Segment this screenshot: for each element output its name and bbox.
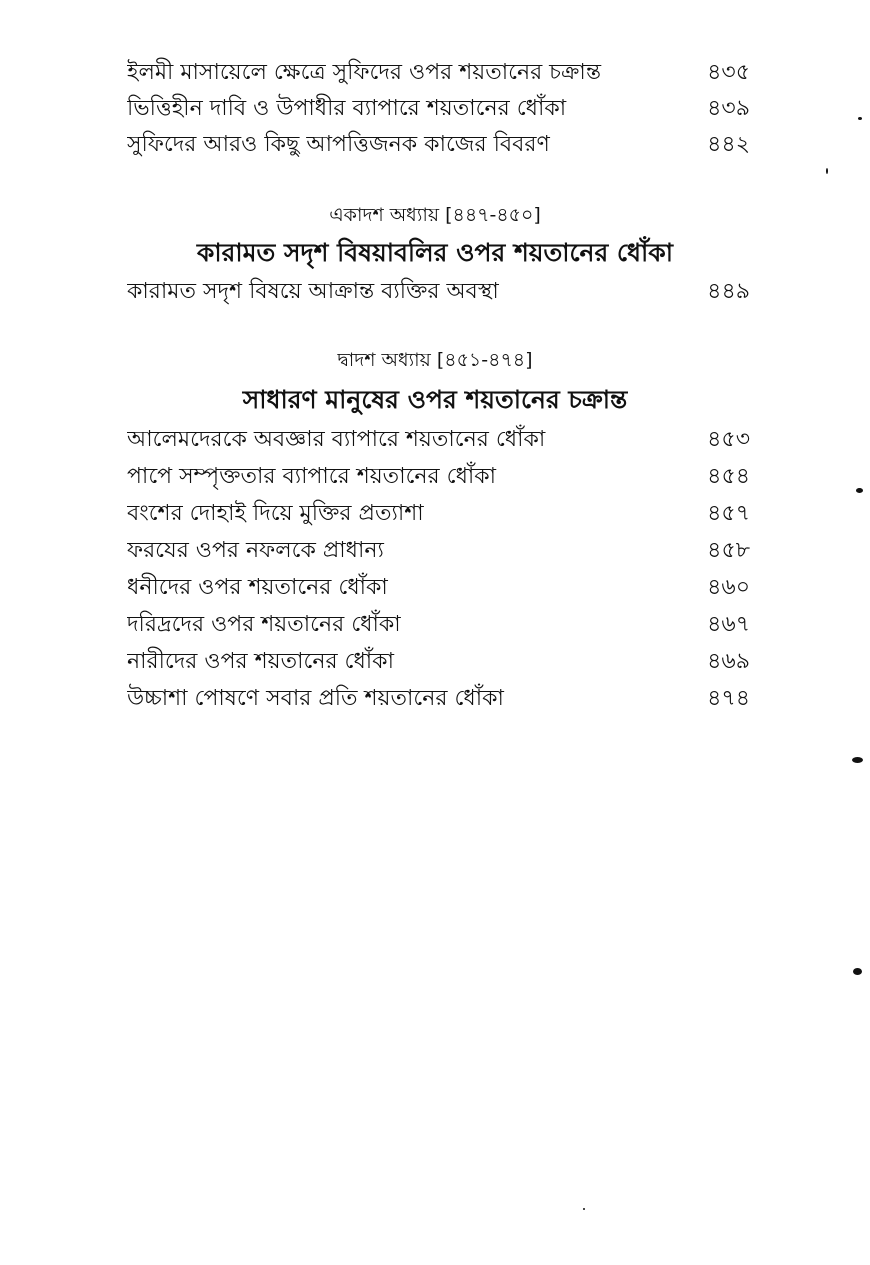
scan-speck [583,1208,585,1210]
toc-entry [127,127,750,163]
scan-speck [856,488,863,493]
scan-speck [858,117,862,120]
toc-entry-title: ভিত্তিহীন দাবি ও উপাধীর ব্যাপারে শয়তানের ধোঁকা [127,96,567,121]
chapter-label: দ্বাদশ অধ্যায় [৪৫১-৪৭৪] [337,349,533,371]
toc-entry [127,459,750,495]
toc-entry-title: কারামত সদৃশ বিষয়ে আক্রান্ত ব্যক্তির অবস্থা [127,279,499,304]
toc-entry-page: ৪৫৮ [707,538,750,563]
toc-entry-title: উচ্চাশা পোষণে সবার প্রতি শয়তানের ধোঁকা [127,686,504,711]
toc-entry [127,644,750,680]
toc-entry [127,91,750,127]
toc-entry [127,55,750,91]
toc-entry-title: দরিদ্রদের ওপর শয়তানের ধোঁকা [127,612,401,637]
toc-entry [127,570,750,606]
toc-entry-title: ফরযের ওপর নফলকে প্রাধান্য [127,538,384,563]
toc-entry-page: ৪৬০ [707,575,750,600]
toc-entry [127,607,750,643]
toc-entry-page: ৪৫৩ [707,427,750,452]
toc-entry-title: বংশের দোহাই দিয়ে মুক্তির প্রত্যাশা [127,501,424,526]
toc-entry-title: ইলমী মাসায়েলে ক্ষেত্রে সুফিদের ওপর শয়তানের চক্রান্ত [127,60,601,85]
toc-entry-page: ৪৬৭ [707,612,750,637]
toc-entry-page: ৪৫৭ [707,501,750,526]
toc-entry [127,533,750,569]
toc-entry-title: পাপে সম্পৃক্ততার ব্যাপারে শয়তানের ধোঁকা [127,464,497,489]
chapter-heading: কারামত সদৃশ বিষয়াবলির ওপর শয়তানের ধোঁকা [196,238,674,267]
toc-entry-page: ৪৩৫ [707,60,750,85]
toc-entry-title: আলেমদেরকে অবজ্ঞার ব্যাপারে শয়তানের ধোঁকা [127,427,546,452]
toc-entry-page: ৪৬৯ [707,649,750,674]
scan-speck [826,168,828,174]
toc-entry-page: ৪৪২ [707,132,750,157]
chapter-label: একাদশ অধ্যায় [৪৪৭-৪৫০] [329,204,541,226]
toc-entry-title: ধনীদের ওপর শয়তানের ধোঁকা [127,575,388,600]
toc-entry [127,274,750,310]
toc-entry-title: নারীদের ওপর শয়তানের ধোঁকা [127,649,394,674]
toc-entry-title: সুফিদের আরও কিছু আপত্তিজনক কাজের বিবরণ [127,132,550,157]
toc-entry-page: ৪৪৯ [707,279,750,304]
toc-entry-page: ৪৩৯ [707,96,750,121]
chapter-heading: সাধারণ মানুষের ওপর শয়তানের চক্রান্ত [242,385,628,414]
toc-entry-page: ৪৭৪ [707,686,750,711]
toc-entry [127,681,750,717]
scan-speck [853,968,862,975]
toc-entry-page: ৪৫৪ [707,464,750,489]
scan-speck [852,757,863,763]
toc-entry [127,496,750,532]
toc-entry [127,422,750,458]
